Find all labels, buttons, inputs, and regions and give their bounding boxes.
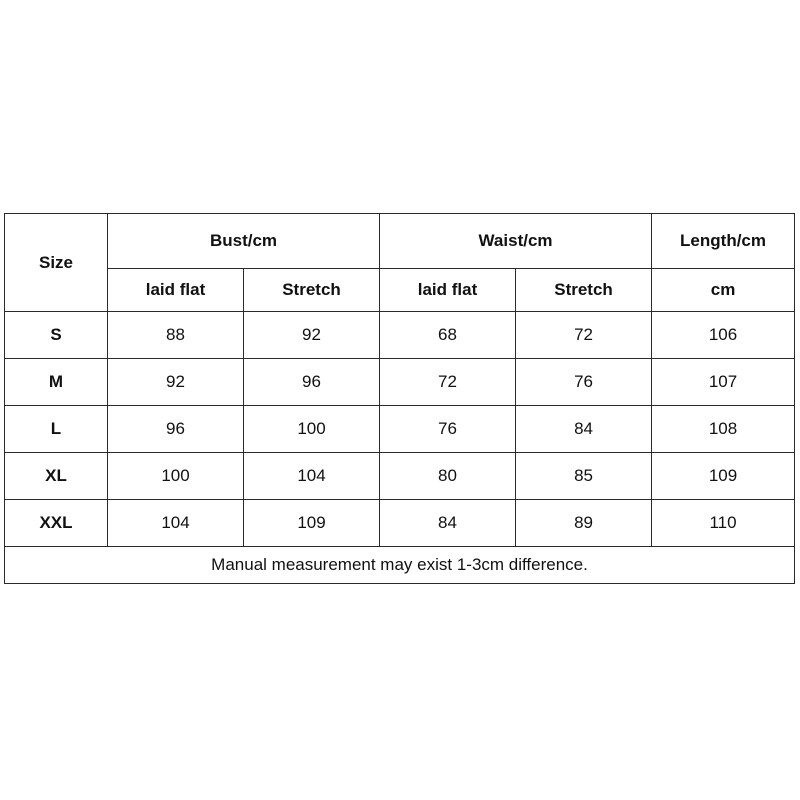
- size-label: XL: [5, 453, 108, 500]
- waist-laid-flat-value: 68: [380, 312, 516, 359]
- size-label: L: [5, 406, 108, 453]
- length-value: 110: [652, 500, 795, 547]
- bust-laid-flat-value: 104: [108, 500, 244, 547]
- waist-laid-flat-value: 80: [380, 453, 516, 500]
- bust-laid-flat-value: 100: [108, 453, 244, 500]
- waist-stretch-value: 72: [516, 312, 652, 359]
- bust-laid-flat-value: 88: [108, 312, 244, 359]
- waist-stretch-header: Stretch: [516, 269, 652, 312]
- waist-stretch-value: 84: [516, 406, 652, 453]
- length-unit-header: cm: [652, 269, 795, 312]
- length-header: Length/cm: [652, 214, 795, 269]
- length-value: 108: [652, 406, 795, 453]
- table-row: [5, 500, 795, 547]
- table-row: [5, 359, 795, 406]
- length-value: 109: [652, 453, 795, 500]
- waist-laid-flat-header: laid flat: [380, 269, 516, 312]
- bust-stretch-value: 109: [244, 500, 380, 547]
- measurement-note: Manual measurement may exist 1-3cm difference.: [5, 547, 795, 584]
- table-row: [5, 312, 795, 359]
- size-label: S: [5, 312, 108, 359]
- bust-stretch-header: Stretch: [244, 269, 380, 312]
- bust-header: Bust/cm: [108, 214, 380, 269]
- waist-header: Waist/cm: [380, 214, 652, 269]
- bust-laid-flat-header: laid flat: [108, 269, 244, 312]
- bust-stretch-value: 92: [244, 312, 380, 359]
- waist-laid-flat-value: 72: [380, 359, 516, 406]
- bust-stretch-value: 104: [244, 453, 380, 500]
- note-row: [5, 547, 795, 584]
- bust-stretch-value: 100: [244, 406, 380, 453]
- bust-laid-flat-value: 96: [108, 406, 244, 453]
- table-row: [5, 453, 795, 500]
- bust-laid-flat-value: 92: [108, 359, 244, 406]
- waist-laid-flat-value: 76: [380, 406, 516, 453]
- waist-stretch-value: 85: [516, 453, 652, 500]
- size-header: Size: [5, 214, 108, 312]
- size-label: M: [5, 359, 108, 406]
- size-label: XXL: [5, 500, 108, 547]
- header-row: [5, 214, 795, 269]
- waist-laid-flat-value: 84: [380, 500, 516, 547]
- table-row: [5, 406, 795, 453]
- bust-stretch-value: 96: [244, 359, 380, 406]
- waist-stretch-value: 89: [516, 500, 652, 547]
- size-chart-table: [4, 213, 795, 584]
- subheader-row: [5, 269, 795, 312]
- length-value: 106: [652, 312, 795, 359]
- waist-stretch-value: 76: [516, 359, 652, 406]
- length-value: 107: [652, 359, 795, 406]
